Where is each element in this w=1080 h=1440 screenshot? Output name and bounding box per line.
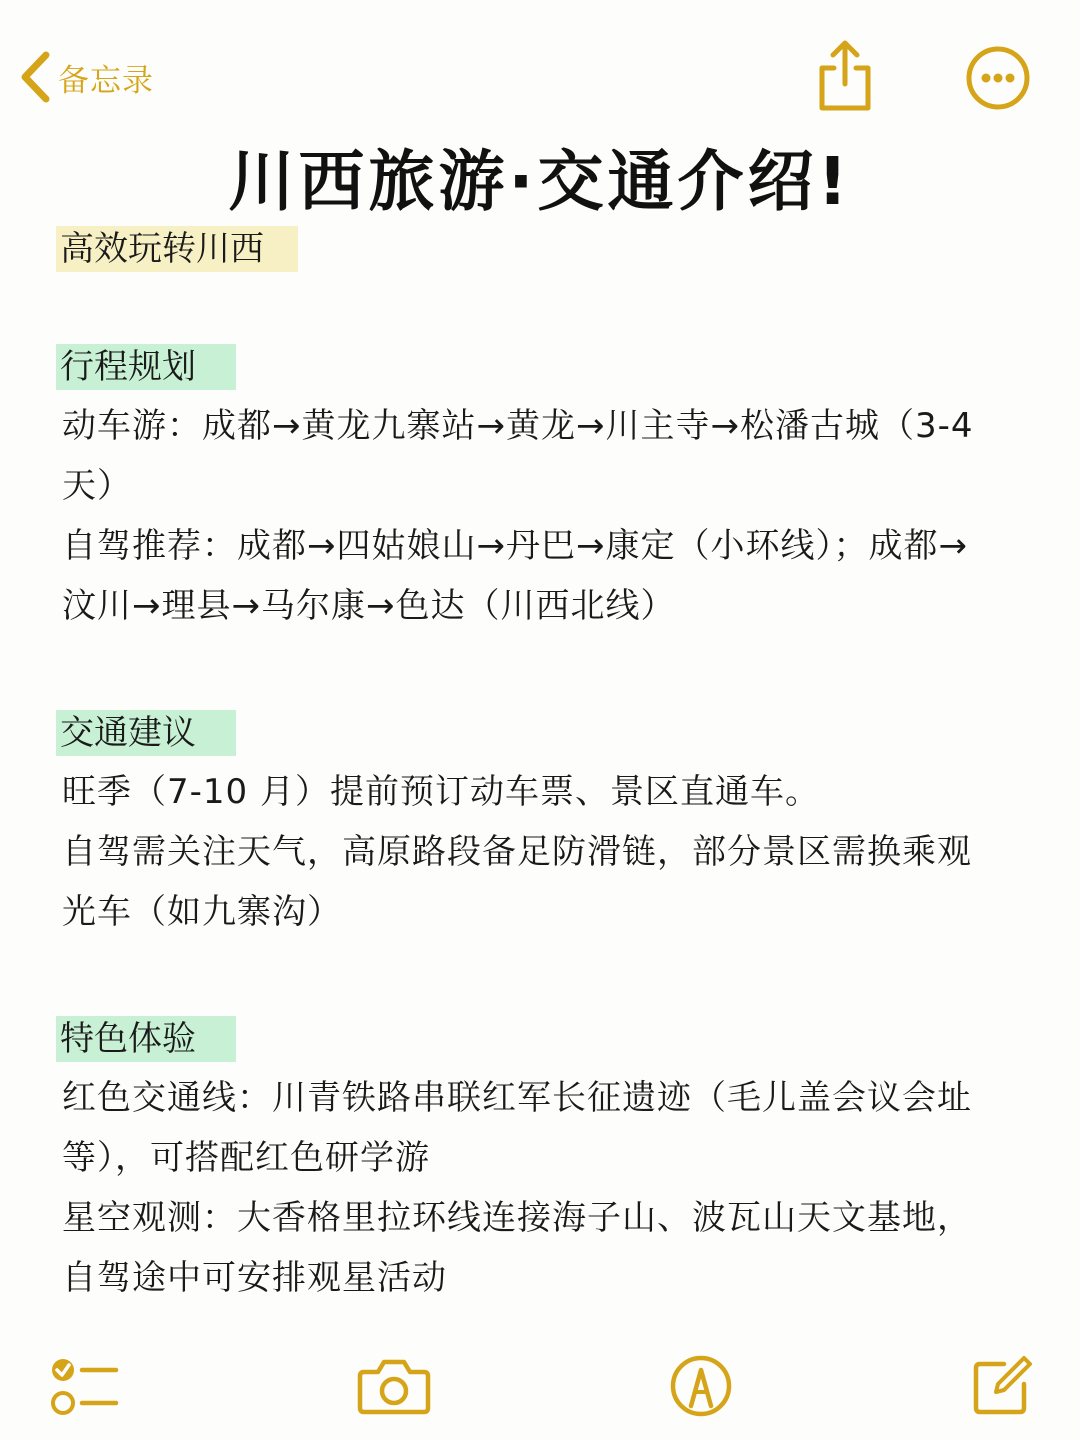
paragraph: 旺季（7-10 月）提前预订动车票、景区直通车。 <box>62 772 820 812</box>
checklist-button[interactable] <box>48 1354 120 1420</box>
back-label: 备忘录 <box>58 62 154 99</box>
chevron-left-icon <box>18 49 52 105</box>
bottom-toolbar <box>0 1340 1080 1440</box>
more-button[interactable] <box>964 44 1032 112</box>
section-heading: 行程规划 <box>56 344 236 390</box>
section-itinerary <box>62 344 992 636</box>
section-heading: 特色体验 <box>56 1016 236 1062</box>
paragraph: 动车游：成都→黄龙九寨站→黄龙→川主寺→松潘古城（3-4 天） <box>62 406 974 506</box>
share-button[interactable] <box>812 38 878 114</box>
compose-icon <box>970 1352 1034 1418</box>
note-subtitle: 高效玩转川西 <box>56 226 298 272</box>
checklist-icon <box>48 1354 120 1420</box>
note-title: 川西旅游·交通介绍! <box>228 143 852 220</box>
paragraph: 红色交通线：川青铁路串联红军长征遗迹（毛儿盖会议会址等），可搭配红色研学游 <box>62 1078 972 1178</box>
section-transport-advice <box>62 710 992 942</box>
camera-icon <box>356 1356 432 1416</box>
paragraph: 自驾推荐：成都→四姑娘山→丹巴→康定（小环线）；成都→汶川→理县→马尔康→色达（川西北线） <box>62 526 968 626</box>
section-heading: 交通建议 <box>56 710 236 756</box>
note-body[interactable] <box>62 226 992 1308</box>
share-icon <box>812 99 878 118</box>
top-navigation-bar <box>0 0 1080 130</box>
back-button[interactable] <box>18 46 154 108</box>
paragraph: 自驾需关注天气，高原路段备足防滑链，部分景区需换乘观光车（如九寨沟） <box>62 832 972 932</box>
section-special-experience <box>62 1016 992 1308</box>
camera-button[interactable] <box>356 1356 432 1416</box>
paragraph: 星空观测：大香格里拉环线连接海子山、波瓦山天文基地，自驾途中可安排观星活动 <box>62 1198 972 1298</box>
more-icon <box>964 97 1032 116</box>
markup-pen-icon <box>669 1354 733 1418</box>
compose-button[interactable] <box>970 1352 1034 1418</box>
markup-button[interactable] <box>669 1354 733 1418</box>
